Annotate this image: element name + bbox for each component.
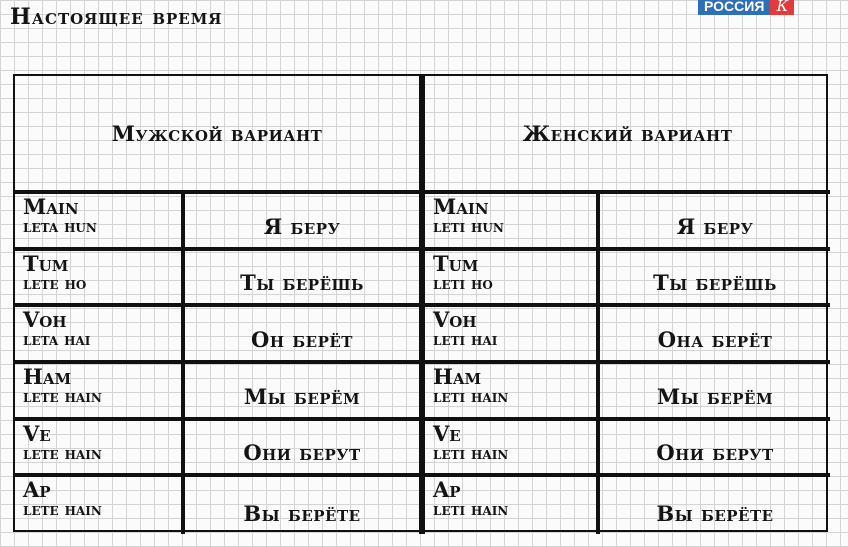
fem-translation: Они берут <box>600 421 830 478</box>
masc-translation: Я беру <box>185 194 425 251</box>
pronoun-label: Tum <box>433 250 479 276</box>
table-cell-fem-form <box>425 364 600 421</box>
pronoun-label: Ve <box>433 420 461 446</box>
page-title: Настоящее время <box>10 4 223 30</box>
verb-form: lete ho <box>23 273 87 294</box>
table-cell-masc-form <box>15 194 185 251</box>
verb-form: leti ho <box>433 273 493 294</box>
feminine-header: Женский вариант <box>425 76 830 194</box>
masc-translation: Ты берёшь <box>185 251 425 308</box>
pronoun-label: Ve <box>23 420 51 446</box>
masc-translation: Мы берём <box>185 364 425 421</box>
verb-form: leta hun <box>23 217 97 237</box>
pronoun-label: Ap <box>23 477 51 503</box>
verb-form: leti hun <box>433 217 504 237</box>
table-cell-masc-form <box>15 307 185 364</box>
table-cell-fem-form <box>425 421 600 478</box>
channel-logo-mark: К <box>770 0 794 15</box>
masc-translation: Вы берёте <box>185 477 425 534</box>
verb-form: leta hai <box>23 330 91 351</box>
verb-form: lete hain <box>23 386 102 407</box>
fem-translation: Она берёт <box>600 307 830 364</box>
pronoun-label: Ap <box>433 477 461 503</box>
table-cell-fem-form <box>425 251 600 308</box>
masculine-header: Мужской вариант <box>15 76 425 194</box>
pronoun-label: Ham <box>23 363 72 389</box>
masc-translation: Они берут <box>185 421 425 478</box>
table-cell-fem-form <box>425 194 600 251</box>
verb-form: lete hain <box>23 500 102 521</box>
verb-form: leti hain <box>433 500 509 521</box>
fem-translation: Ты берёшь <box>600 251 830 308</box>
table-cell-masc-form <box>15 477 185 534</box>
verb-form: leti hain <box>433 443 509 464</box>
channel-logo-text: РОССИЯ <box>698 0 770 15</box>
verb-form: leti hain <box>433 386 509 407</box>
fem-translation: Я беру <box>600 194 830 251</box>
conjugation-table <box>13 74 828 532</box>
table-cell-masc-form <box>15 251 185 308</box>
pronoun-label: Voh <box>23 307 67 333</box>
pronoun-label: Ham <box>433 363 482 389</box>
fem-translation: Мы берём <box>600 364 830 421</box>
table-cell-masc-form <box>15 421 185 478</box>
table-cell-fem-form <box>425 477 600 534</box>
verb-form: leti hai <box>433 330 498 351</box>
masc-translation: Он берёт <box>185 307 425 364</box>
fem-translation: Вы берёте <box>656 500 774 526</box>
table-cell-masc-form <box>15 364 185 421</box>
pronoun-label: Tum <box>23 250 69 276</box>
verb-form: lete hain <box>23 443 102 464</box>
pronoun-label: Voh <box>433 307 477 333</box>
pronoun-label: Main <box>433 194 489 219</box>
pronoun-label: Main <box>23 194 79 219</box>
channel-logo <box>698 0 794 15</box>
table-cell-fem-form <box>425 307 600 364</box>
